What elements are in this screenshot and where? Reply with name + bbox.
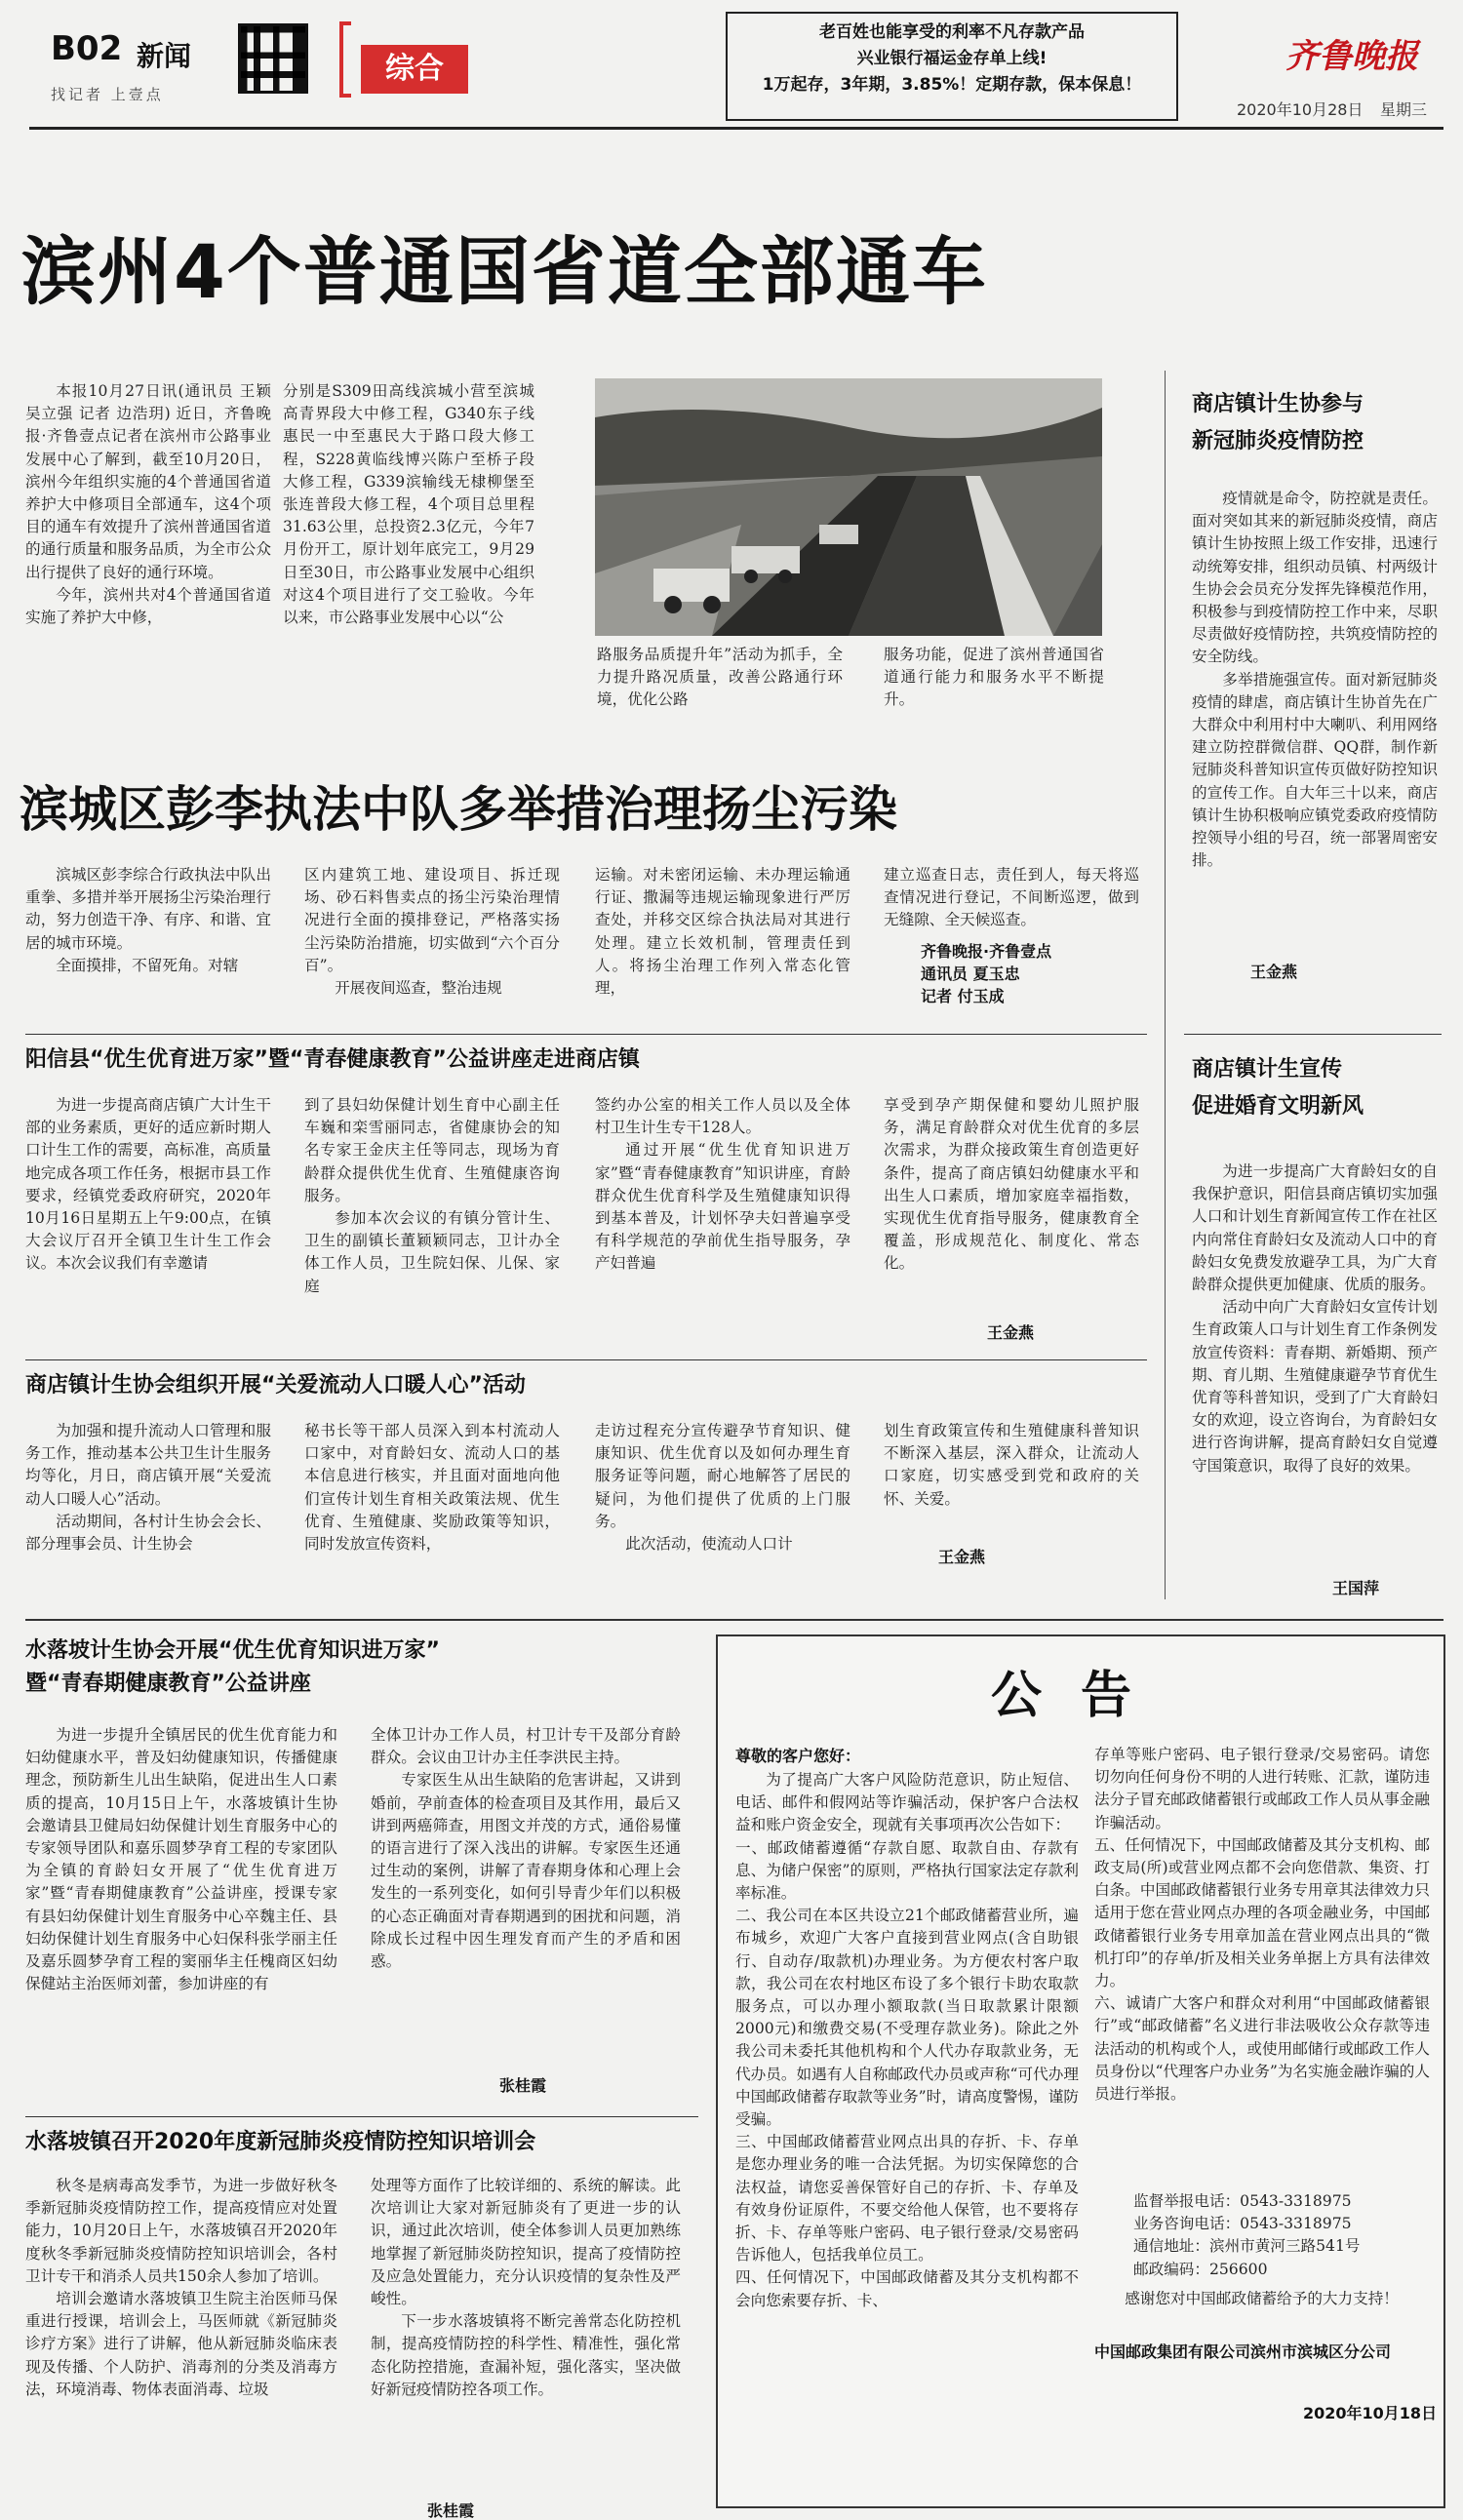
story3-rule [25,1034,1147,1035]
story3-col3-text: 签约办公室的相关工作人员以及全体村卫生计生专干128人。 [595,1096,850,1137]
story5-col1-text: 为进一步提升全镇居民的优生优育能力和妇幼健康水平，普及妇幼健康知识，传播健康理念，预防新生儿出生缺陷，促进出生人口素质的提高，10月15日上午，水落坡镇计生协会邀请县卫健局妇幼保健计划生育服务中心的专家领导团队和嘉乐圆梦孕育工程的专家团队为全镇的育龄妇女开展了“优生优育进万家”暨“青春期健康教育”公益讲座，授课专家有县妇幼保健计划生育服务中心卒魏主任、县妇幼保健计划生育服务中心妇保科张学丽主任及嘉乐圆梦孕育工程的窦丽华主任槐商区妇幼保健站主治医师刘蕾，参加讲座的有 [25,1726,337,1993]
section-label: 综合 [361,45,468,94]
story2-headline: 滨城区彭李执法中队多举措治理扬尘污染 [20,781,897,838]
header-slogan: 找记者 上壹点 [51,86,164,103]
side1-title-line2: 新冠肺炎疫情防控 [1192,429,1364,453]
story1-col2-text: 分别是S309田高线滨城小营至滨城高青界段大中修工程，G340东子线惠民一中至惠民大于路口段大修工程，S228黄临线博兴陈户至桥子段大修工程，G339滨输线无棣柳堡至张连普段大修工程，4个项目总里程31.63公里，总投资2.3亿元，今年7月份开工，原计划年底完工，9月29日至30日，市公路事业发展中心组织对这4个项目进行了交工验收。今年以来，市公路事业发展中心以“公 [283,382,534,627]
story5-col2-text: 全体卫计办工作人员，村卫计专干及部分育龄群众。会议由卫计办主任李洪民主持。 [371,1726,681,1767]
notice-col2: 存单等账户密码、电子银行登录/交易密码。请您切勿向任何身份不明的人进行转账、汇款，谨防违法分子冒充邮政储蓄银行或邮政工作人员从事金融诈骗活动。 五、任何情况下，中国邮政储蓄及其分支机构、邮政支局(所)或营业网点都不会向您借款、集资、打白条。中国邮政储蓄银行业务专用章其法律效力只适用于您在营业网点办理的各项金融业务，中国邮政储蓄银行业务专用章加盖在营业网点出具的“微机打印”的存单/折及相关业务单据上方具有法律效力。 六、诚请广大客户和群众对利用“中国邮政储蓄银行”或“邮政储蓄”名义进行非法吸收公众存款等违法活动的机构或个人，或使用邮储行或邮政工作人员身份以“代理客户办业务”为名实施金融诈骗的人员进行举报。 [1094,1746,1430,2104]
notice-contact-4: 邮政编码：256600 [1133,2260,1268,2278]
story2-byline-3: 记者 付玉成 [921,987,1005,1005]
story4-col3 [595,1420,850,1555]
story1-col2 [283,380,534,629]
side2-title-line1: 商店镇计生宣传 [1192,1057,1343,1082]
page-number: B02 [51,29,123,68]
story3-col4 [884,1094,1139,1276]
story6-headline: 水落坡镇召开2020年度新冠肺炎疫情防控知识培训会 [25,2130,536,2154]
story1-col1-text: 本报10月27日讯(通讯员 王颖 吴立强 记者 边浩玥) 近日，齐鲁晚报·齐鲁壹点记者在滨州市公路事业发展中心了解到，截至10月20日，滨州今年组织实施的4个普通国省道养护大中修项目全部通车，这4个项目的通车有效提升了滨州普通国省道的通行质量和服务品质，为全市公众出行提供了良好的通行环境。 [25,382,271,581]
issue-weekday: 星期三 [1380,100,1428,119]
story3-col2 [304,1094,560,1298]
story4-rule [25,1359,1147,1360]
story5-headline-line2: 暨“青春期健康教育”公益讲座 [25,1672,311,1696]
ad-line-2: 兴业银行福运金存单上线! [856,49,1048,68]
notice-title: 公告 [990,1666,1170,1725]
story4-col2 [304,1420,560,1555]
story5-col2b-text: 专家医生从出生缺陷的危害讲起，又讲到婚前，孕前查体的检查项目及其作用，最后又讲到两癌筛查，用图文并茂的方式，通俗易懂的语言进行了深入浅出的讲解。专家医生还通过生动的案例，讲解了青春期身体和心理上会发生的一系列变化，如何引导青少年们以积极的心态正确面对青春期遇到的困扰和问题，消除成长过程中因生理发育而产生的矛盾和困惑。 [371,1771,681,1971]
notice-contacts [1133,2190,1426,2281]
story2-col3 [595,864,850,1000]
story2-col2 [304,864,560,1000]
story5-signature: 张桂霞 [498,2076,546,2095]
story1-headline: 滨州4个普通国省道全部通车 [21,228,988,315]
brand-logo: 齐鲁晚报 [1285,37,1418,76]
notice-contact-2: 业务咨询电话：0543-3318975 [1133,2215,1352,2233]
ad-line-3: 1万起存，3年期，3.85%！定期存款，保本保息！ [762,75,1142,95]
story1-col4 [884,644,1104,712]
story1-col3-text: 路服务品质提升年”活动为抓手，全力提升路况质量，改善公路通行环境，优化公路 [597,646,843,709]
notice-greeting: 尊敬的客户您好： [735,1747,861,1765]
story2-byline-1: 齐鲁晚报·齐鲁壹点 [921,942,1052,961]
story3-col2-text: 到了县妇幼保健计划生育中心副主任车巍和栾雪丽同志，省健康协会的知名专家王金庆主任等同志，现场为育龄群众提供优生优育、生殖健康咨询服务。 [304,1096,560,1204]
story2-col1b-text: 全面摸排，不留死角。对辖 [56,956,239,974]
notice-date: 2020年10月18日 [1303,2404,1438,2422]
story1-col4-text: 服务功能，促进了滨州普通国省道通行能力和服务水平不断提升。 [884,646,1104,709]
side1-body [1192,488,1438,872]
story2-col4-text: 建立巡查日志，责任到人，每天将巡查情况进行登记，不间断巡逻，做到无缝隙、全天候巡查。 [884,866,1139,929]
issue-date: 2020年10月28日 [1237,100,1364,119]
road-paving-photo [595,378,1102,636]
bottom-rule [25,1619,1443,1621]
side2-p1: 为进一步提高广大育龄妇女的自我保护意识，阳信县商店镇切实加强人口和计划生育新闻宣传工作在社区内向常住育龄妇女及流动人口中的育龄妇女免费发放避孕工具，为广大育龄群众提供更加健康、优质的服务。 [1192,1162,1438,1294]
story3-col4-text: 享受到孕产期保健和婴幼儿照护服务，满足育龄群众对优生优育的多层次需求，为群众接政策生育创造更好条件，提高了商店镇妇幼健康水平和出生人口素质，增加家庭幸福指数，实现优生优育指导服务，健康教育全覆盖，形成规范化、制度化、常态化。 [884,1096,1139,1273]
side1-p1: 疫情就是命令，防控就是责任。面对突如其来的新冠肺炎疫情，商店镇计生协按照上级工作安排，迅速行动统筹安排，组织动员镇、村两级计生协会会员充分发挥先锋模范作用，积极参与到疫情防控工作中来，尽职尽责做好疫情防控，共筑疫情防控的安全防线。 [1192,490,1438,666]
sidebar-divider [1165,371,1166,1599]
story5-col2 [371,1724,681,1973]
story3-signature: 王金燕 [986,1323,1034,1342]
story3-col1 [25,1094,271,1276]
side1-p2: 多举措施强宣传。面对新冠肺炎疫情的肆虐，商店镇计生协首先在广大群众中利用村中大喇叭、利用网络建立防控群微信群、QQ群，制作新冠肺炎科普知识宣传页做好防控知识的宣传工作。自大年三十以来，商店镇计生协积极响应镇党委政府疫情防控领导小组的号召，统一部署周密安排。 [1192,670,1438,870]
notice-thanks: 感谢您对中国邮政储蓄给予的大力支持！ [1125,2290,1399,2307]
story2-col1-text: 滨城区彭李综合行政执法中队出重拳、多措并举开展扬尘污染治理行动，努力创造干净、有序、和谐、宜居的城市环境。 [25,866,271,952]
side1-title [1192,386,1364,460]
story4-col2-text: 秘书长等干部人员深入到本村流动人口家中，对育龄妇女、流动人口的基本信息进行核实，并且面对面地向他们宣传计划生育相关政策法规、优生优育、生殖健康、奖励政策等知识，同时发放宣传资料， [304,1422,560,1554]
story1-col3 [597,644,843,712]
story6-col2b-text: 下一步水落坡镇将不断完善常态化防控机制，提高疫情防控的科学性、精准性，强化常态化防控措施，查漏补短，强化落实，坚决做好新冠疫情防控各项工作。 [371,2312,681,2398]
story6-col1 [25,2175,337,2401]
story5-headline-line1: 水落坡计生协会开展“优生优育知识进万家” [25,1638,440,1663]
story5-headline [25,1634,440,1701]
side2-signature: 王国萍 [1331,1579,1379,1597]
story6-col1b-text: 培训会邀请水落坡镇卫生院主治医师马保重进行授课，培训会上，马医师就《新冠肺炎诊疗方案》进行了讲解，他从新冠肺炎临床表现及传播、个人防护、消毒剂的分类及消毒方法，环境消毒、物体表面消毒、垃圾 [25,2290,337,2398]
story6-col2-text: 处理等方面作了比较详细的、系统的解读。此次培训让大家对新冠肺炎有了更进一步的认识，通过此次培训，使全体参训人员更加熟练地掌握了新冠肺炎防控知识，提高了疫情防控及应急处置能力，充分认识疫情的复杂性及严峻性。 [371,2177,681,2308]
side2-title [1192,1051,1364,1125]
story6-signature: 张桂霞 [426,2501,474,2520]
notice-box [716,1634,1445,2508]
story6-col2 [371,2175,681,2401]
story3-col3b-text: 通过开展“优生优育知识进万家”暨“青春健康教育”知识讲座，育龄群众优生优育科学及生殖健康知识得到基本普及，计划怀孕夫妇普遍享受有科学规范的孕前优生指导服务，孕产妇普遍 [595,1141,850,1273]
side2-body [1192,1161,1438,1477]
notice-contact-3: 通信地址：滨州市黄河三路541号 [1133,2237,1361,2256]
story2-byline-2: 通讯员 夏玉忠 [921,965,1020,983]
story4-col3-text: 走访过程充分宣传避孕节育知识、健康知识、优生优育以及如何办理生育服务证等问题，耐心地解答了居民的疑问，为他们提供了优质的上门服务。 [595,1422,850,1530]
story1-col1b-text: 今年，滨州共对4个普通国省道实施了养护大中修， [25,585,271,627]
story4-headline: 商店镇计生协会组织开展“关爱流动人口暖人心”活动 [25,1373,526,1398]
story4-col4-text: 划生育政策宣传和生殖健康科普知识不断深入基层，深入群众，让流动人口家庭，切实感受到党和政府的关怀、关爱。 [884,1422,1139,1508]
story6-col1-text: 秋冬是病毒高发季节，为进一步做好秋冬季新冠肺炎疫情防控工作，提高疫情应对处置能力，10月20日上午，水落坡镇召开2020年度秋冬季新冠肺炎疫情防控知识培训会，各村卫计专干和消杀人员共150余人参加了培训。 [25,2177,337,2285]
side2-p2: 活动中向广大育龄妇女宣传计划生育政策人口与计划生育工作条例发放宣传资料：青春期、新婚期、预产期、育儿期、生殖健康避孕节育优生优育等科普知识，受到了广大育龄妇女的欢迎，设立咨询台，为育龄妇女进行咨询讲解，提高育龄妇女自觉遵守国策意识，取得了良好的效果。 [1192,1298,1438,1475]
page-label: 新闻 [137,40,192,72]
story2-col1 [25,864,271,977]
story3-col1-text: 为进一步提高商店镇广大计生干部的业务素质，更好的适应新时期人口计生工作的需要，高标准，高质量地完成各项工作任务，根据市县工作要求，经镇党委政府研究，2020年10月16日星期五上午9:00点，在镇大会议厅召开全镇卫生计生工作会议。本次会议我们有幸邀请 [25,1096,271,1273]
story2-col4 [884,864,1139,932]
story1-col1 [25,380,271,629]
story2-col2b-text: 开展夜间巡查，整治违规 [335,979,502,998]
header-rule [29,127,1443,130]
story4-col1-text: 为加强和提升流动人口管理和服务工作，推动基本公共卫生计生服务均等化，月日，商店镇开展“关爱流动人口暖人心”活动。 [25,1422,271,1508]
side1-title-line1: 商店镇计生协参与 [1192,392,1364,416]
story4-col3b-text: 此次活动，使流动人口计 [625,1535,793,1554]
ad-box [726,12,1178,121]
ad-line-1: 老百姓也能享受的利率不凡存款产品 [819,22,1085,42]
story6-rule [25,2116,698,2117]
story3-col2b-text: 参加本次会议的有镇分管计生、卫生的副镇长董颖颖同志，卫计办全体工作人员，卫生院妇保、儿保、家庭 [304,1209,560,1295]
story2-col3-text: 运输。对未密闭运输、未办理运输通行证、撒漏等违规运输现象进行严厉查处，并移交区综合执法局对其进行处理。建立长效机制，管理责任到人。将扬尘治理工作列入常态化管理， [595,866,850,998]
side1-signature: 王金燕 [1249,963,1297,981]
story4-col1b-text: 活动期间，各村计生协会会长、部分理事会员、计生协会 [25,1512,271,1554]
side2-title-line2: 促进婚育文明新风 [1192,1094,1364,1119]
story3-col3 [595,1094,850,1276]
story2-byline [921,940,1051,1007]
notice-contact-1: 监督举报电话：0543-3318975 [1133,2192,1352,2210]
story4-col1 [25,1420,271,1555]
story5-col1 [25,1724,337,1995]
side-rule [1184,1034,1442,1035]
story4-signature: 王金燕 [937,1548,985,1566]
story4-col4 [884,1420,1139,1511]
story2-col2-text: 区内建筑工地、建设项目、拆迁现场、砂石料售卖点的扬尘污染治理情况进行全面的摸排登记，严格落实扬尘污染防治措施，切实做到“六个百分百”。 [304,866,560,974]
notice-org: 中国邮政集团有限公司滨州市滨城区分公司 [1094,2343,1392,2361]
section-bracket [339,21,351,98]
notice-col1: 为了提高广大客户风险防范意识，防止短信、电话、邮件和假网站等诈骗活动，保护客户合法权益和账户资金安全，现就有关事项再次公告如下： 一、邮政储蓄遵循“存款自愿、取款自由、存款有息、为储户保密”的原则，严格执行国家法定存款利率标准。 二、我公司在本区共设立21个邮政储蓄营业所，遍布城乡，欢迎广大客户直接到营业网点(含自助银行、自动存/取款机)办理业务。为方便农村客户取款，我公司在农村地区布设了多个银行卡助农取款服务点，可以办理小额取款(当日取款累计限额2000元)和缴费交易(不受理存款业务)。除此之外我公司未委托其他机构和个人代办存取款业务，无代办员。如遇有人自称邮政代办员或声称“可代办理中国邮政储蓄存取款等业务”时，请高度警惕，谨防受骗。 三、中国邮政储蓄营业网点出具的存折、卡、存单是您办理业务的唯一合法凭据。为切实保障您的合法权益，请您妥善保管好自己的存折、卡、存单及有效身份证原件，不要交给他人保管，也不要将存折、卡、存单等账户密码、电子银行登录/交易密码告诉他人，包括我单位员工。 四、任何情况下，中国邮政储蓄及其分支机构都不会向您索要存折、卡、 [735,1771,1079,2309]
qr-code-icon[interactable] [238,23,308,94]
road-paving-photo-svg [595,378,1102,636]
story3-headline: 阳信县“优生优育进万家”暨“青春健康教育”公益讲座走进商店镇 [25,1047,640,1072]
